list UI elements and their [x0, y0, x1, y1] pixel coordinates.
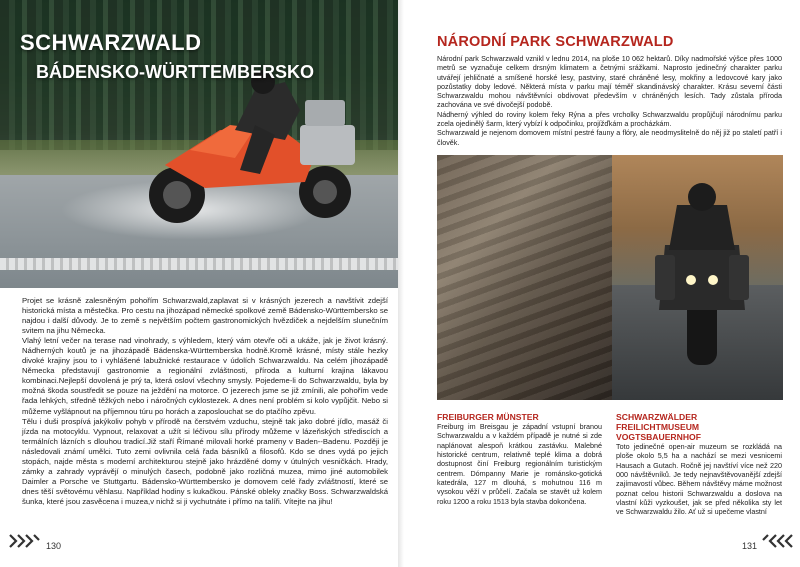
tire-tread-icon: [762, 533, 794, 549]
intro-paragraph: Schwarzwald je nejenom domovem místní pestré fauny a flóry, ale neodmyslitelně do něj již po staletí patří i člověk.: [437, 128, 782, 147]
stone-wall-photo: [437, 155, 612, 400]
page-gutter: [398, 0, 404, 567]
road-rider-photo: [612, 155, 783, 400]
national-park-heading: NÁRODNÍ PARK SCHWARZWALD: [437, 34, 674, 50]
freiburg-text: Freiburg im Breisgau je západní vstupní branou Schwarzwaldu a v každém případě je nutné si zde naplánovat alespoň krátkou zastávku. Malebné historické centrum, relativně teplé klima a dobrá dostupnost činí Freiburg regionálním turistickým centrem. Dómpanny Marie je románsko-gotická katedrála, 127 m dlouhá, s mohutnou 116 m vysokou věží v průčelí. Začala se stavět už kolem roku 1200 a roku 1513 byla stavba dokončena.: [437, 422, 602, 506]
wall-texture: [437, 155, 612, 400]
left-paragraph: Projet se krásně zalesněným pohořím Schwarzwald,zaplavat si v krásných jezerech a navštívit zdejší historická místa a městečka. Pro cestu na jihozápad německé spolkové země Bádensko-Württembersko se najdou i další důvody. Je to země s největším počtem gastronomických hvězdiček a nejdelším slunečním svitem na jihu Německa.: [22, 296, 388, 336]
tread-pattern-band: [0, 258, 400, 270]
left-paragraph: Vlahý letní večer na terase nad vinohrady, s výhledem, který vám otevře oči a ukáže, jak je život krásný. Nádherných koutů je na jihozápadě Bádenska-Württemberska hodně.Kromě krásné, místy stále hezky divoké krajiny jsou to i vyhlášené labužnické restaurace v údolích Schwarzwaldu. Na celém jihozápadě Německa představují gastronomie a regionální zvláštnosti, příroda a kulturní krajina lákavou kombinaci.Nejlepší dovolená je prý ta, která osloví všechny smysly. Pojedeme-li do Schwarzwaldu, byla by možná škoda soustředit se pouze na ježdění na motorce. O jezerech jsme se již zmínili, ale pohořím vede řada lehkých, středně těžkých nebo i náročných cyklostezek. A dnes není problém si kolo vypůjčit. Nebo si můžeme vyšlápnout na příjemnou túru po horách a zaposlouchat se do ptačího zpěvu.: [22, 336, 388, 416]
page-number-left: 130: [46, 541, 62, 551]
freiburg-heading: FREIBURGER MÜNSTER: [437, 412, 539, 422]
left-paragraph: Tělu i duši prospívá jakýkoliv pohyb v přírodě na čerstvém vzduchu, stejně tak jako dobré jídlo, masáž či jízda na motocyklu. Vypnout, relaxovat a užít si léčivou sílu přírody můžeme v lázeňských střediscích a termálních lázních s dlouhou tradicí.Již staří Římané milovali horké prameny v Baden--Badenu. Později je následovali známí umělci. Tuto zemi ovlivnila celá řada básníků a filosofů. Kdo se dnes vydá po jejich stopách, najde města s moderní architekturou stejně jako hrázděné domy v útulných vesničkách. Hrady, zámky a zahrady vyprávějí o minulých časech, podobně jako rozličná muzea, mimo jiné automobilek Daimler a Porsche ve Stuttgartu. Bádensko-Württembersko je domovem celé řady zvláštností, které se dnes těší světovému věhlasu. Například hodiny s kukačkou. Pánské obleky značky Boss. Schwarzwaldská šunka, které jsou zasvěcena i muzea,v nichž si ji vychutnáte i přímo na talíři. Vítejte na jihu!: [22, 416, 388, 506]
museum-heading: SCHWARZWÄLDER FREILICHTMUSEUM VOGTSBAUERNHOF: [616, 412, 701, 442]
museum-text: Toto jedinečné open-air muzeum se rozkládá na ploše okolo 5,5 ha a nachází se mezi vesnicemi Hausach a Gutach. Ročně jej navštíví více než 220 000 návštěvníků. Je tedy nejnavštěvovanější zdejší zajímavostí vůbec. Během návštěvy máme možnost poznat celou historii Schwarzwaldu a doslova na vlastní kůži vyzkoušet, jak se před několika sty let ve Schwarzwaldu žilo. Ať už si upečeme vlastní: [616, 442, 782, 517]
freiburg-column: [437, 412, 602, 506]
national-park-text: [437, 54, 782, 147]
museum-column: [616, 412, 782, 517]
left-body-text: [22, 296, 388, 507]
intro-paragraph: Národní park Schwarzwald vznikl v lednu 2014, na ploše 10 062 hektarů. Díky nadmořské výšce přes 1000 metrů se vyznačuje celkem drsným klimatem a četnými srážkami. Naprosto jedinečný charakter parku utvářejí jehličnaté a smíšené horské lesy, pastviny, staré chráněné lesy, mokřiny a ledovcové kary jako pozůstatky doby ledové. Některá místa v parku mají téměř skandinávský charakter. Krásu severní části Schwarzwaldu mohou návštěvníci obdivovat především v chráněných lesích. Tady zůstala příroda zachována ve své divočejší podobě.: [437, 54, 782, 110]
page-number-right: 131: [742, 541, 758, 551]
tire-tread-icon: [8, 533, 40, 549]
motorcycle-rider-illustration: [135, 70, 375, 230]
oncoming-motorcycle-illustration: [647, 175, 757, 375]
page-subtitle: BÁDENSKO-WÜRTTEMBERSKO: [36, 62, 314, 82]
page-title: SCHWARZWALD: [20, 30, 202, 55]
intro-paragraph: Nádherný výhled do roviny kolem řeky Rýna a přes vrcholky Schwarzwaldu propůjčují národnímu parku zcela ojedinělý šarm, který vybízí k odpočinku, projížďkám a procházkám.: [437, 109, 782, 129]
